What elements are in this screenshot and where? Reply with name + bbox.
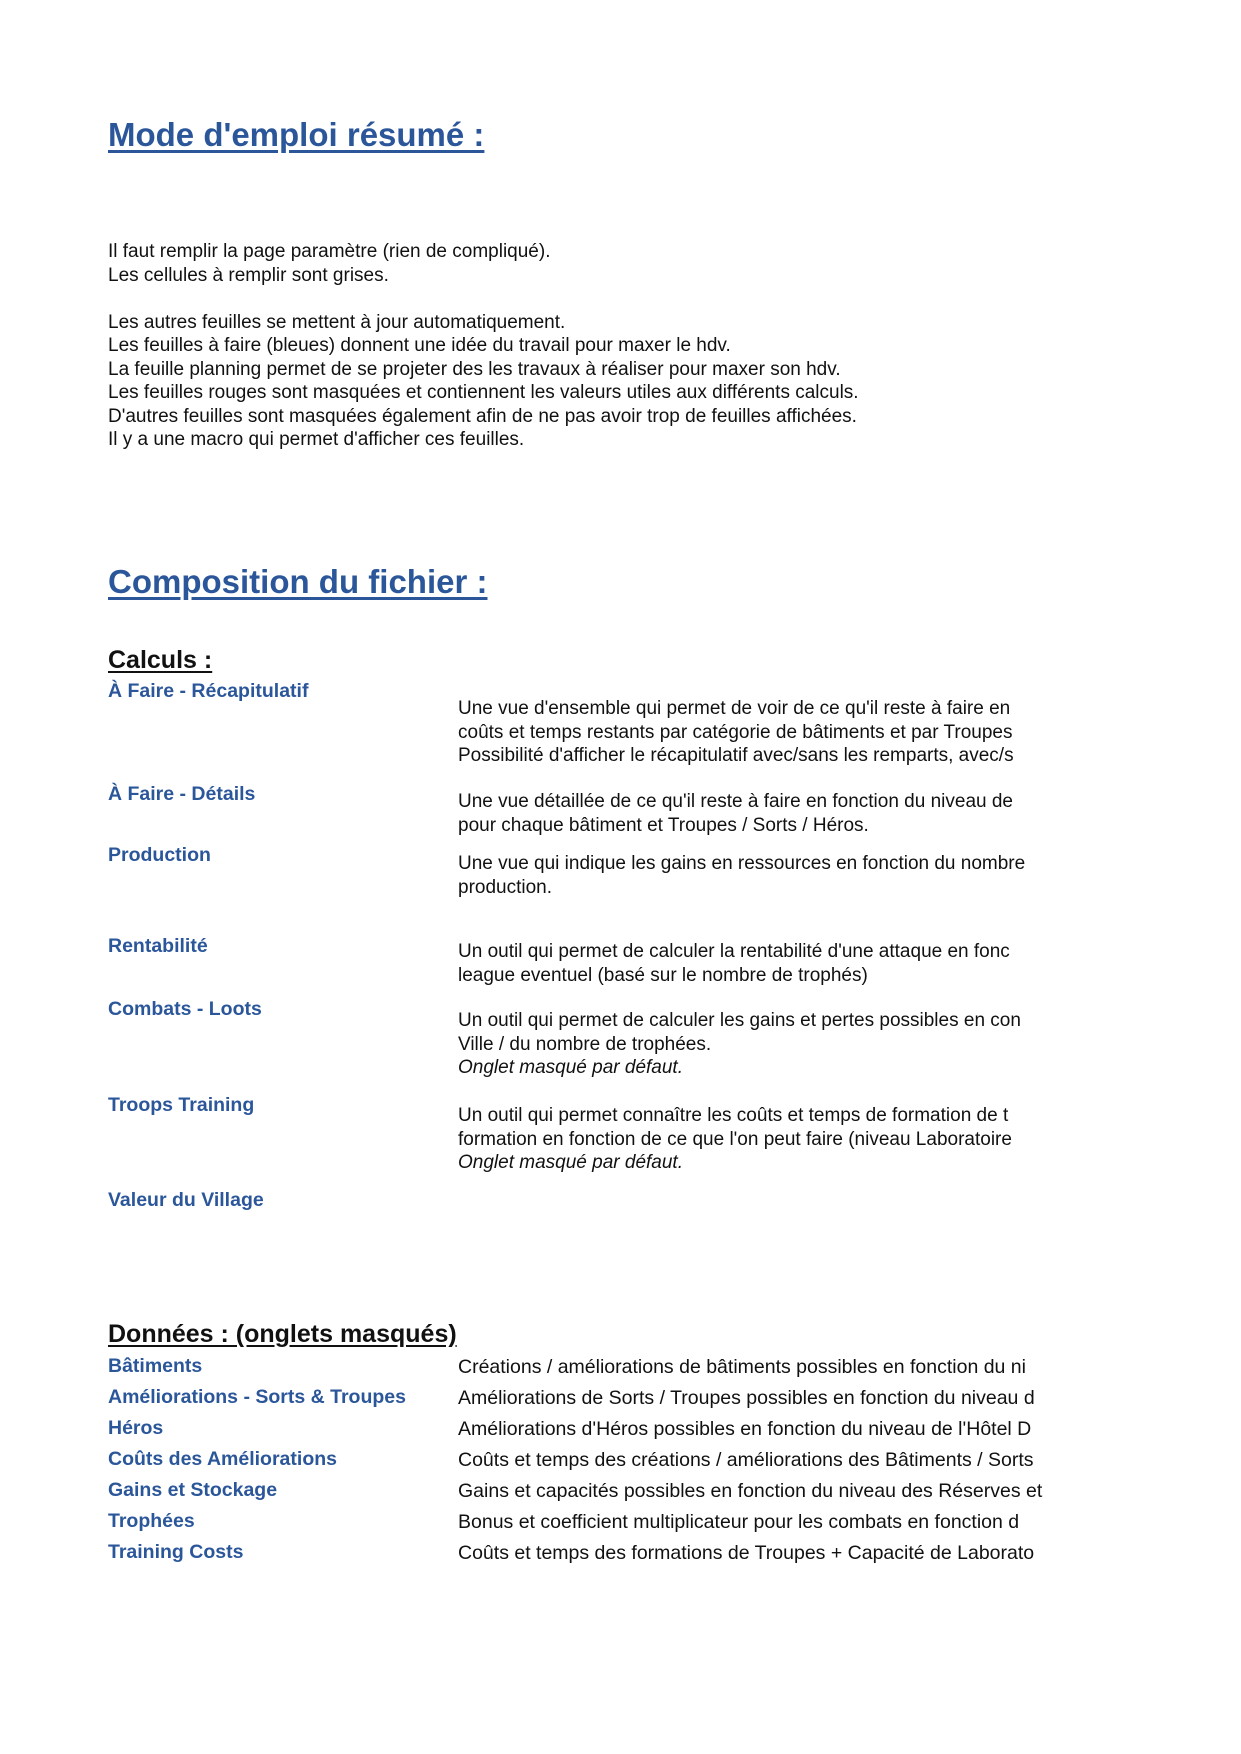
donnee-label-gains-stockage: Gains et Stockage: [108, 1479, 278, 1501]
desc-line: Une vue qui indique les gains en ressources en fonction du nombre: [458, 853, 1026, 874]
donnee-label-couts: Coûts des Améliorations: [108, 1448, 337, 1470]
desc-line: Possibilité d'afficher le récapitulatif avec/sans les remparts, avec/s: [458, 745, 1014, 766]
desc-line: Une vue d'ensemble qui permet de voir de ce qu'il reste à faire en: [458, 698, 1011, 719]
desc-line: pour chaque bâtiment et Troupes / Sorts / Héros.: [458, 814, 869, 836]
desc-line: coûts et temps restants par catégorie de bâtiments et par Troupes: [458, 721, 1013, 743]
calcul-desc-recapitulatif: [458, 697, 1080, 768]
desc-note: Onglet masqué par défaut.: [458, 1057, 683, 1078]
desc-line: Un outil qui permet de calculer la rentabilité d'une attaque en fonc: [458, 941, 1010, 962]
donnee-desc-training-costs: Coûts et temps des formations de Troupes + Capacité de Laborato: [458, 1542, 1035, 1564]
intro-line: La feuille planning permet de se projeter des les travaux à réaliser pour maxer son hdv.: [108, 358, 841, 380]
intro-line: Il y a une macro qui permet d'afficher ces feuilles.: [108, 429, 525, 450]
donnee-desc-couts: Coûts et temps des créations / améliorations des Bâtiments / Sorts: [458, 1449, 1034, 1471]
donnee-label-heros: Héros: [108, 1417, 164, 1439]
donnee-desc-ameliorations: Améliorations de Sorts / Troupes possibles en fonction du niveau d: [458, 1387, 1035, 1409]
intro-line: D'autres feuilles sont masquées également afin de ne pas avoir trop de feuilles affichées.: [108, 405, 857, 427]
intro-line: Il faut remplir la page paramètre (rien de compliqué).: [108, 241, 551, 262]
calcul-label-troops-training: Troops Training: [108, 1094, 255, 1116]
desc-line: Un outil qui permet de calculer les gains et pertes possibles en con: [458, 1010, 1021, 1031]
intro-line: Les cellules à remplir sont grises.: [108, 264, 389, 286]
desc-line: formation en fonction de ce que l'on peut faire (niveau Laboratoire: [458, 1128, 1012, 1150]
calcul-desc-troops-training: [458, 1104, 1080, 1175]
intro-line: Les feuilles à faire (bleues) donnent une idée du travail pour maxer le hdv.: [108, 335, 731, 356]
calcul-label-production: Production: [108, 844, 211, 866]
calcul-desc-rentabilite: [458, 940, 1080, 987]
desc-line: production.: [458, 876, 553, 898]
desc-line: league eventuel (basé sur le nombre de trophés): [458, 964, 868, 986]
desc-line: Ville / du nombre de trophées.: [458, 1033, 712, 1055]
donnee-desc-batiments: Créations / améliorations de bâtiments possibles en fonction du ni: [458, 1356, 1026, 1378]
mode-emploi-title: Mode d'emploi résumé :: [108, 116, 485, 153]
calcul-label-recapitulatif: À Faire - Récapitulatif: [108, 680, 309, 702]
calcul-label-details: À Faire - Détails: [108, 783, 256, 805]
composition-title: Composition du fichier :: [108, 563, 488, 600]
donnee-label-ameliorations: Améliorations - Sorts & Troupes: [108, 1386, 406, 1408]
donnee-label-training-costs: Training Costs: [108, 1541, 244, 1563]
calcul-label-combats-loots: Combats - Loots: [108, 998, 262, 1020]
mode-emploi-text: [108, 240, 1008, 452]
calcul-desc-details: [458, 790, 1080, 837]
donnee-label-trophees: Trophées: [108, 1510, 195, 1532]
donnee-label-batiments: Bâtiments: [108, 1355, 203, 1377]
donnees-heading: Données : (onglets masqués): [108, 1320, 457, 1348]
calcul-desc-combats-loots: [458, 1009, 1080, 1080]
desc-line: Un outil qui permet connaître les coûts et temps de formation de t: [458, 1105, 1009, 1126]
intro-line: Les autres feuilles se mettent à jour automatiquement.: [108, 311, 566, 333]
desc-note: Onglet masqué par défaut.: [458, 1152, 683, 1173]
donnee-desc-heros: Améliorations d'Héros possibles en fonction du niveau de l'Hôtel D: [458, 1418, 1032, 1440]
calcul-desc-production: [458, 852, 1080, 899]
donnee-desc-trophees: Bonus et coefficient multiplicateur pour les combats en fonction d: [458, 1511, 1020, 1533]
desc-line: Une vue détaillée de ce qu'il reste à faire en fonction du niveau de: [458, 791, 1013, 812]
calcul-label-valeur-village: Valeur du Village: [108, 1189, 264, 1211]
calcul-label-rentabilite: Rentabilité: [108, 935, 208, 957]
calculs-heading: Calculs :: [108, 646, 213, 674]
donnee-desc-gains-stockage: Gains et capacités possibles en fonction du niveau des Réserves et: [458, 1480, 1043, 1502]
intro-line: Les feuilles rouges sont masquées et contiennent les valeurs utiles aux différents calculs.: [108, 382, 859, 403]
